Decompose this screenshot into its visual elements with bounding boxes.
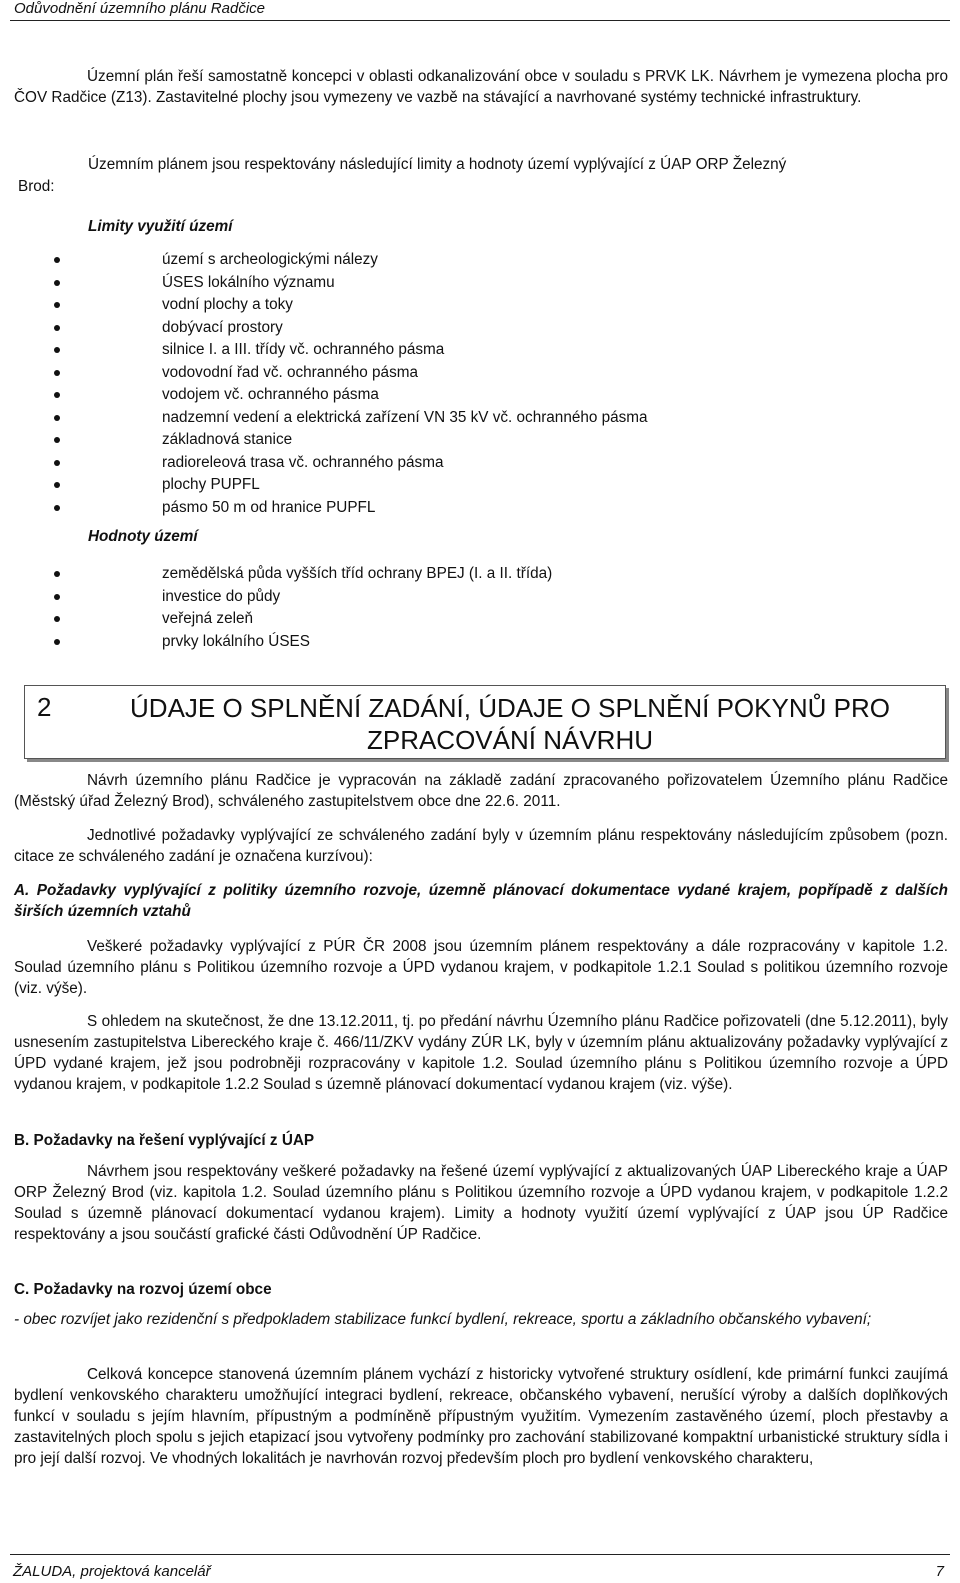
chapter-number: 2 <box>37 692 52 722</box>
list-item: vodovodní řad vč. ochranného pásma <box>14 362 648 385</box>
list-item: veřejná zeleň <box>14 608 552 631</box>
bullet-icon <box>54 302 60 308</box>
list-item: radioreleová trasa vč. ochranného pásma <box>14 452 648 475</box>
list-item: zemědělská půda vyšších tříd ochrany BPEJ (I. a II. třída) <box>14 563 552 586</box>
chapter-title: ÚDAJE O SPLNĚNÍ ZADÁNÍ, ÚDAJE O SPLNĚNÍ POKYNŮ PRO ZPRACOVÁNÍ NÁVRHU <box>130 693 890 755</box>
header-title: Odůvodnění územního plánu Radčice <box>14 0 266 17</box>
bullet-icon <box>54 482 60 488</box>
paragraph-pozadavky: Jednotlivé požadavky vyplývající ze schváleného zadání byly v územním plánu respektovány následujícím způsobem (pozn. citace ze schváleného zadání je označena kurzívou): <box>14 827 948 865</box>
bullet-icon <box>54 616 60 622</box>
values-heading: Hodnoty území <box>88 528 198 545</box>
bullet-icon <box>54 415 60 421</box>
bullet-icon <box>54 639 60 645</box>
uap-intro: Územním plánem jsou respektovány následující limity a hodnoty území vyplývající z ÚAP ORP Železný <box>88 156 787 173</box>
bullet-icon <box>54 325 60 331</box>
bullet-icon <box>54 347 60 353</box>
bullet-icon <box>54 370 60 376</box>
list-item: základnová stanice <box>14 429 648 452</box>
section-a-heading: A. Požadavky vyplývající z politiky územního rozvoje, územně plánovací dokumentace vydané krajem, popřípadě z dalších širších územních vztahů <box>14 882 948 920</box>
list-item: území s archeologickými nálezy <box>14 249 648 272</box>
intro-paragraph: Územní plán řeší samostatně koncepci v oblasti odkanalizování obce v souladu s PRVK LK. Návrhem je vymezena plocha pro ČOV Radčice (Z13). Zastavitelné plochy jsou vymezeny ve vazbě na stávající a navrhované systémy technické infrastruktury. <box>14 68 948 106</box>
section-c-heading: C. Požadavky na rozvoj území obce <box>14 1281 272 1298</box>
section-a-paragraph-2: S ohledem na skutečnost, že dne 13.12.2011, tj. po předání návrhu Územního plánu Radčice pořizovateli (dne 5.12.2011), byly usnesením zastupitelstva Libereckého kraje č. 466/11/ZKV vydány ZÚR LK, byly v územním plánu aktualizovány požadavky vyplývající z ÚPD vydané krajem, jež jsou podrobněji rozpracovány v kapitole 1.2. Soulad územního plánu s Politikou územního rozvoje a ÚPD vydanou krajem, v podkapitole 1.2.2 Soulad s územně plánovací dokumentací vydanou krajem (viz. výše). <box>14 1013 948 1093</box>
footer-company: ŽALUDA, projektová kancelář <box>13 1563 211 1580</box>
page-header <box>10 0 950 21</box>
list-item: ÚSES lokálního významu <box>14 272 648 295</box>
bullet-icon <box>54 460 60 466</box>
list-item: vodojem vč. ochranného pásma <box>14 384 648 407</box>
page-footer <box>10 1554 950 1583</box>
paragraph-zadani: Návrh územního plánu Radčice je vypracován na základě zadání zpracovaného pořizovatelem Územního plánu Radčice (Městský úřad Železný Brod), schváleného zastupitelstvem obce dne 22.6. 2011. <box>14 772 948 810</box>
bullet-icon <box>54 571 60 577</box>
list-item: investice do půdy <box>14 586 552 609</box>
bullet-icon <box>54 392 60 398</box>
list-item: dobývací prostory <box>14 317 648 340</box>
uap-intro-cont: Brod: <box>18 178 55 195</box>
list-item: pásmo 50 m od hranice PUPFL <box>14 497 648 520</box>
section-c-paragraph: Celková koncepce stanovená územním plánem vychází z historicky vytvořené struktury osídlení, kde primární funkci zaujímá bydlení venkovského charakteru umožňující integraci bydlení, rekreace, občanského vybavení, nerušící výroby a dalších doplňkových funkcí v souladu s jejím hlavním, přípustným a podmíněně přípustným využitím. Vymezením zastavěného území, ploch přestavby a zastavitelných ploch spolu s jejich etapizací jsou vytvořeny podmínky pro zachování stabilizované kompaktní urbanistické struktury sídla i pro její další rozvoj. Ve vhodných lokalitách je navrhován rozvoj především ploch pro bydlení venkovského charakteru, <box>14 1366 948 1467</box>
section-b-heading: B. Požadavky na řešení vyplývající z ÚAP <box>14 1132 315 1149</box>
chapter-heading-box <box>24 685 946 759</box>
bullet-icon <box>54 594 60 600</box>
bullet-icon <box>54 437 60 443</box>
list-item: nadzemní vedení a elektrická zařízení VN 35 kV vč. ochranného pásma <box>14 407 648 430</box>
section-b-paragraph: Návrhem jsou respektovány veškeré požadavky na řešené území vyplývající z aktualizovaných ÚAP Libereckého kraje a ÚAP ORP Železný Brod (viz. kapitola 1.2. Soulad územního plánu s Politikou územního rozvoje a ÚPD vydanou krajem, v podkapitole 1.2.2 Soulad s územně plánovací dokumentací vydanou krajem). Limity a hodnoty využití území vyplývající z ÚAP jsou ÚP Radčice respektovány a jsou součástí grafické části Odůvodnění ÚP Radčice. <box>14 1163 948 1243</box>
bullet-icon <box>54 280 60 286</box>
list-item: prvky lokálního ÚSES <box>14 631 552 654</box>
bullet-icon <box>54 257 60 263</box>
page-number: 7 <box>935 1563 944 1580</box>
values-list <box>14 563 552 653</box>
list-item: vodní plochy a toky <box>14 294 648 317</box>
section-c-quote: - obec rozvíjet jako rezidenční s předpokladem stabilizace funkcí bydlení, rekreace, sportu a základního občanského vybavení; <box>14 1311 872 1328</box>
limits-list <box>14 249 648 519</box>
limits-heading: Limity využití území <box>88 218 233 235</box>
bullet-icon <box>54 505 60 511</box>
list-item: silnice I. a III. třídy vč. ochranného pásma <box>14 339 648 362</box>
list-item: plochy PUPFL <box>14 474 648 497</box>
section-a-paragraph-1: Veškeré požadavky vyplývající z PÚR ČR 2008 jsou územním plánem respektovány a dále rozpracovány v kapitole 1.2. Soulad územního plánu s Politikou územního rozvoje a ÚPD vydanou krajem, v podkapitole 1.2.1 Soulad s politikou územního rozvoje (viz. výše). <box>14 938 948 997</box>
